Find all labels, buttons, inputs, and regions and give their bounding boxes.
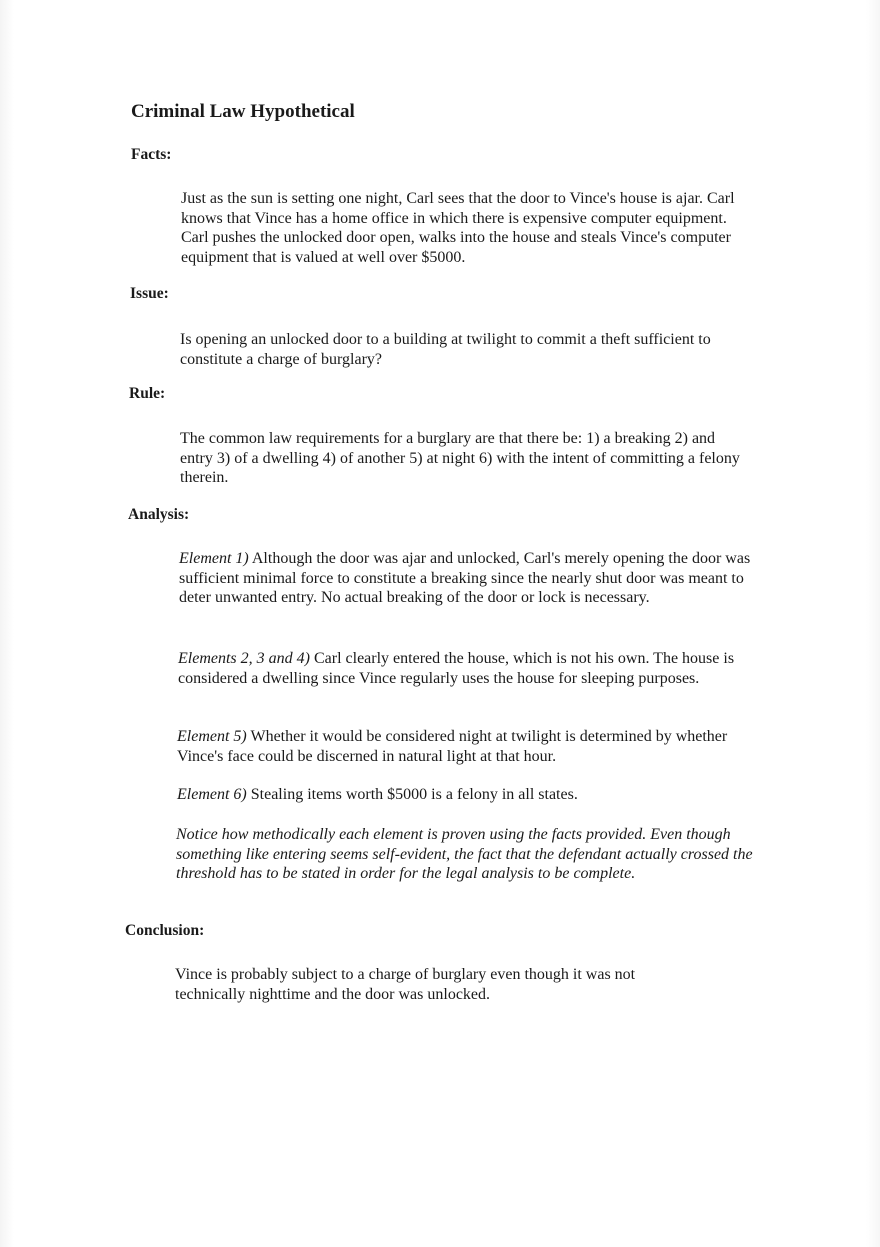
analysis-note: Notice how methodically each element is proven using the facts provided. Even though something like entering seems self-evident, the fact that the defendant actually crossed the threshold has to be stated in order for the legal analysis to be complete. xyxy=(176,826,753,882)
conclusion-paragraph: Vince is probably subject to a charge of burglary even though it was not technically nighttime and the door was unlocked. xyxy=(175,966,636,1003)
element-label: Element 6) xyxy=(177,786,247,803)
analysis-element-2-3-4 xyxy=(178,649,748,688)
element-label: Elements 2, 3 and 4) xyxy=(178,650,310,667)
rule-heading: Rule: xyxy=(129,385,166,402)
issue-paragraph: Is opening an unlocked door to a building at twilight to commit a theft sufficient to constitute a charge of burglary? xyxy=(180,331,711,368)
analysis-element-1 xyxy=(179,549,754,608)
element-text: Although the door was ajar and unlocked, Carl's merely opening the door was sufficient minimal force to constitute a breaking since the nearly shut door was meant to deter unwanted entry. No actual breaking of the door or lock is necessary. xyxy=(179,550,751,606)
analysis-heading: Analysis: xyxy=(128,506,190,523)
element-text: Carl clearly entered the house, which is not his own. The house is considered a dwelling since Vince regularly uses the house for sleeping purposes. xyxy=(178,650,735,687)
rule-paragraph: The common law requirements for a burglary are that there be: 1) a breaking 2) and entry 3) of a dwelling 4) of another 5) at night 6) with the intent of committing a felony therein. xyxy=(180,430,740,486)
element-label: Element 5) xyxy=(177,728,247,745)
facts-paragraph: Just as the sun is setting one night, Carl sees that the door to Vince's house is ajar. Carl knows that Vince has a home office in which there is expensive computer equipment. Carl pushes the unlocked door open, walks into the house and steals Vince's computer equipment that is valued at well over $5000. xyxy=(181,190,735,266)
conclusion-heading: Conclusion: xyxy=(125,922,205,939)
document-title: Criminal Law Hypothetical xyxy=(131,101,355,122)
issue-heading: Issue: xyxy=(130,285,169,302)
element-label: Element 1) xyxy=(179,550,249,567)
element-text: Stealing items worth $5000 is a felony in all states. xyxy=(246,786,578,803)
analysis-element-6 xyxy=(177,785,737,805)
facts-heading: Facts: xyxy=(131,146,172,163)
analysis-element-5 xyxy=(177,727,737,766)
element-text: Whether it would be considered night at twilight is determined by whether Vince's face could be discerned in natural light at that hour. xyxy=(177,728,728,765)
